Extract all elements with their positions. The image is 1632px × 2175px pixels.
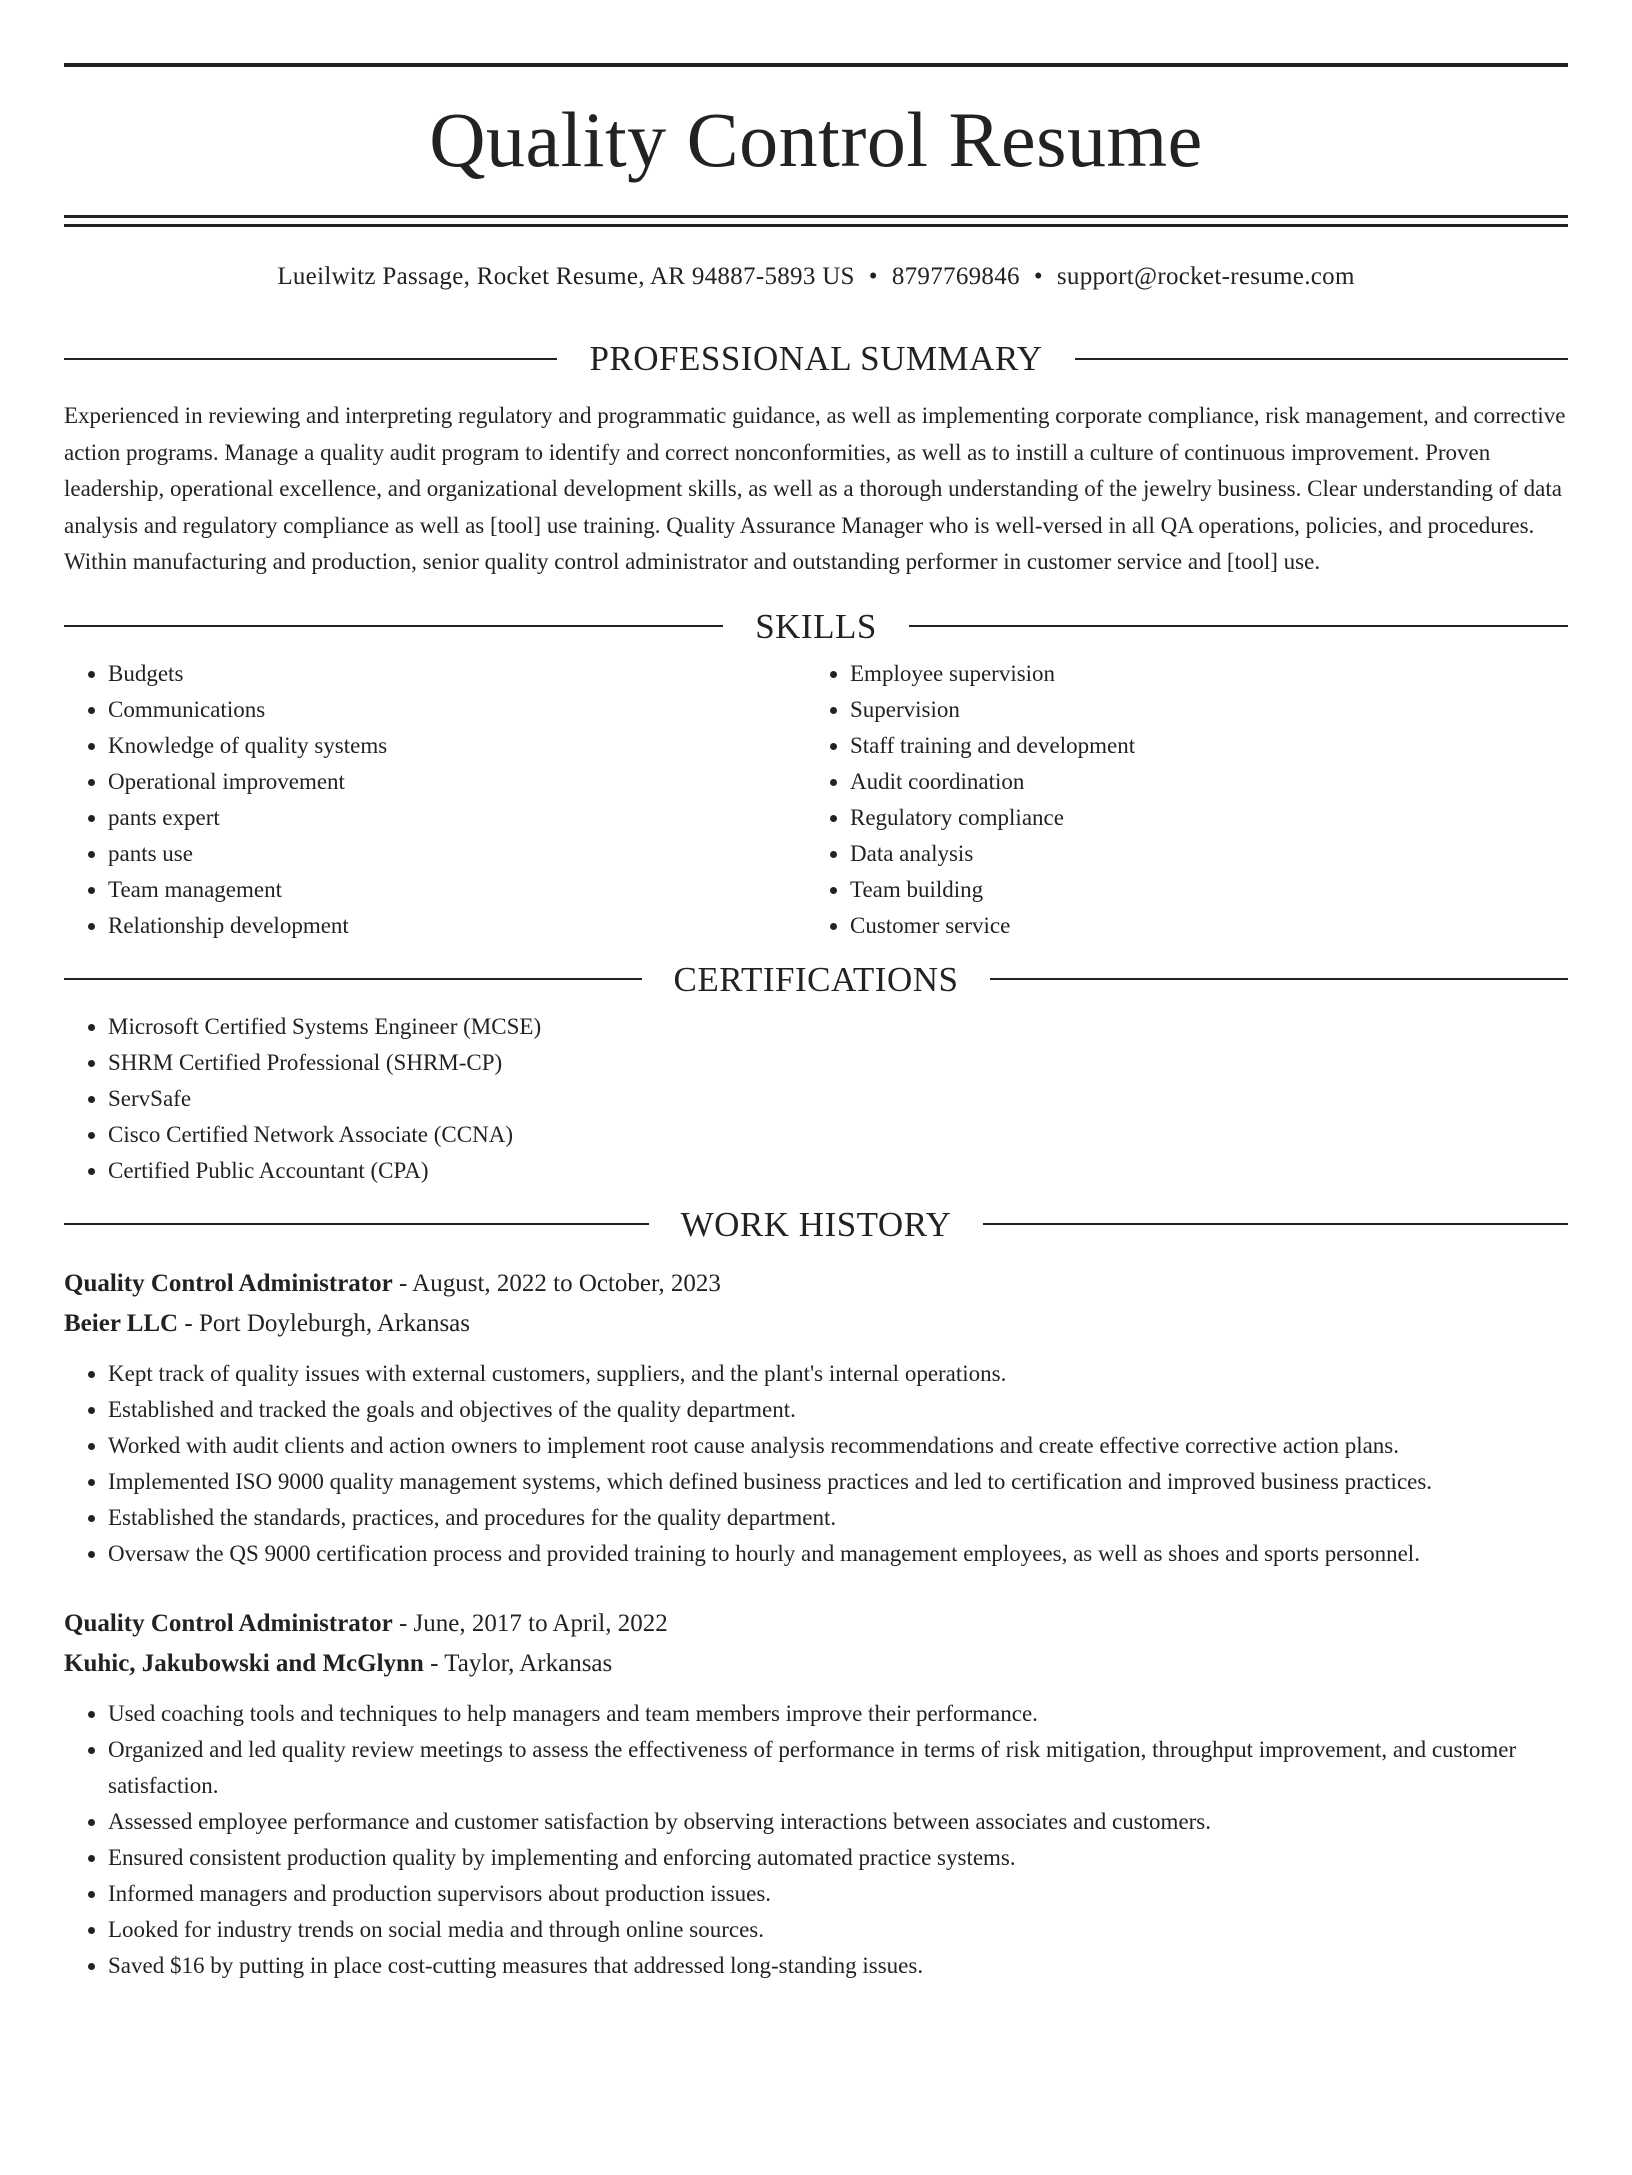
section-rule — [64, 978, 642, 980]
job-location: - Taylor, Arkansas — [423, 1649, 613, 1677]
job-bullet: • Established the standards, practices, and procedures for the quality department. — [108, 1500, 1568, 1536]
skill-item: • Employee supervision — [850, 656, 1548, 692]
job-bullet: • Worked with audit clients and action owners to implement root cause analysis recommendations and create effective corrective action plans. — [108, 1428, 1568, 1464]
skills-heading: SKILLS — [755, 606, 877, 646]
job-bullet: • Looked for industry trends on social media and through online sources. — [108, 1912, 1568, 1948]
work-history-section-header — [64, 1204, 1568, 1244]
job-dates: - August, 2022 to October, 2023 — [392, 1269, 721, 1297]
skill-item: • Team building — [850, 872, 1548, 908]
job-title-line — [64, 1604, 1568, 1644]
section-rule — [909, 625, 1568, 627]
certification-item: • ServSafe — [108, 1081, 1568, 1117]
job-location: - Port Doyleburgh, Arkansas — [178, 1309, 470, 1337]
job-dates: - June, 2017 to April, 2022 — [392, 1609, 668, 1637]
job-title: Quality Control Administrator — [64, 1609, 393, 1637]
job-company-line — [64, 1644, 1568, 1684]
contact-line — [64, 263, 1568, 295]
section-rule — [983, 1223, 1568, 1225]
certification-item: • SHRM Certified Professional (SHRM-CP) — [108, 1045, 1568, 1081]
skills-list-left — [64, 656, 806, 944]
certification-item: • Microsoft Certified Systems Engineer (MCSE) — [108, 1009, 1568, 1045]
resume-page — [0, 63, 1632, 2175]
section-rule — [1075, 358, 1568, 360]
skill-item: • Knowledge of quality systems — [108, 728, 806, 764]
skills-section-header — [64, 606, 1568, 646]
job-entry — [64, 1264, 1568, 1572]
job-company: Kuhic, Jakubowski and McGlynn — [64, 1649, 424, 1677]
summary-text: Experienced in reviewing and interpreting regulatory and programmatic guidance, as well as implementing corporate compliance, risk management, and corrective action programs. Manage a quality audit program to identify and correct nonconformities, as well as to instill a culture of continuous improvement. Proven leadership, operational excellence, and organizational development skills, as well as a thorough understanding of the jewelry business. Clear understanding of data analysis and regulatory compliance as well as [tool] use training. Quality Assurance Manager who is well-versed in all QA operations, policies, and procedures. Within manufacturing and production, senior quality control administrator and outstanding performer in customer service and [tool] use. — [64, 403, 1566, 574]
job-bullet: • Established and tracked the goals and objectives of the quality department. — [108, 1392, 1568, 1428]
certification-item: • Certified Public Accountant (CPA) — [108, 1153, 1568, 1189]
job-bullet: • Informed managers and production supervisors about production issues. — [108, 1876, 1568, 1912]
job-bullets — [64, 1696, 1568, 1984]
top-rule — [64, 63, 1568, 67]
certifications-section-header — [64, 959, 1568, 999]
job-bullet: • Kept track of quality issues with external customers, suppliers, and the plant's internal operations. — [108, 1356, 1568, 1392]
skill-item: • Customer service — [850, 908, 1548, 944]
summary-section-header — [64, 341, 1568, 376]
job-bullet: • Organized and led quality review meetings to assess the effectiveness of performance in terms of risk mitigation, throughput improvement, and customer satisfaction. — [108, 1732, 1568, 1804]
skill-item: • Data analysis — [850, 836, 1548, 872]
skill-item: • Team management — [108, 872, 806, 908]
skill-item: • Communications — [108, 692, 806, 728]
certification-item: • Cisco Certified Network Associate (CCNA) — [108, 1117, 1568, 1153]
certifications-list — [64, 1009, 1568, 1189]
job-bullet: • Assessed employee performance and customer satisfaction by observing interactions between associates and customers. — [108, 1804, 1568, 1840]
skill-item: • Regulatory compliance — [850, 800, 1548, 836]
skill-item: • Staff training and development — [850, 728, 1548, 764]
job-entry — [64, 1604, 1568, 1984]
page-title: Quality Control Resume — [429, 96, 1203, 183]
work-history-heading: WORK HISTORY — [680, 1204, 952, 1244]
skill-item: • Operational improvement — [108, 764, 806, 800]
skills-column-right — [806, 656, 1548, 944]
summary-heading: PROFESSIONAL SUMMARY — [589, 339, 1043, 378]
job-company-line — [64, 1304, 1568, 1344]
job-bullet: • Ensured consistent production quality by implementing and enforcing automated practice systems. — [108, 1840, 1568, 1876]
skill-item: • pants use — [108, 836, 806, 872]
skills-grid — [64, 656, 1568, 944]
job-bullet: • Saved $16 by putting in place cost-cutting measures that addressed long-standing issues. — [108, 1948, 1568, 1984]
skills-column-left — [64, 656, 806, 944]
contact-separator: • — [868, 263, 878, 290]
section-rule — [990, 978, 1568, 980]
section-rule — [64, 1223, 649, 1225]
skill-item: • Relationship development — [108, 908, 806, 944]
section-rule — [64, 625, 723, 627]
job-bullet: • Oversaw the QS 9000 certification process and provided training to hourly and management employees, as well as shoes and sports personnel. — [108, 1536, 1568, 1572]
job-title-line — [64, 1264, 1568, 1304]
job-company: Beier LLC — [64, 1309, 179, 1337]
contact-separator: • — [1033, 263, 1043, 290]
job-bullet: • Implemented ISO 9000 quality management systems, which defined business practices and led to certification and improved business practices. — [108, 1464, 1568, 1500]
skills-list-right — [806, 656, 1548, 944]
title-double-rule — [64, 215, 1568, 227]
skill-item: • pants expert — [108, 800, 806, 836]
skill-item: • Budgets — [108, 656, 806, 692]
certifications-heading: CERTIFICATIONS — [673, 959, 959, 999]
job-title: Quality Control Administrator — [64, 1269, 393, 1297]
section-rule — [64, 358, 557, 360]
contact-phone: 8797769846 — [891, 263, 1020, 290]
skill-item: • Audit coordination — [850, 764, 1548, 800]
job-bullets — [64, 1356, 1568, 1572]
job-bullet: • Used coaching tools and techniques to help managers and team members improve their performance. — [108, 1696, 1568, 1732]
contact-email[interactable]: support@rocket-resume.com — [1056, 263, 1355, 290]
skill-item: • Supervision — [850, 692, 1548, 728]
contact-address: Lueilwitz Passage, Rocket Resume, AR 94887-5893 US — [277, 263, 855, 290]
